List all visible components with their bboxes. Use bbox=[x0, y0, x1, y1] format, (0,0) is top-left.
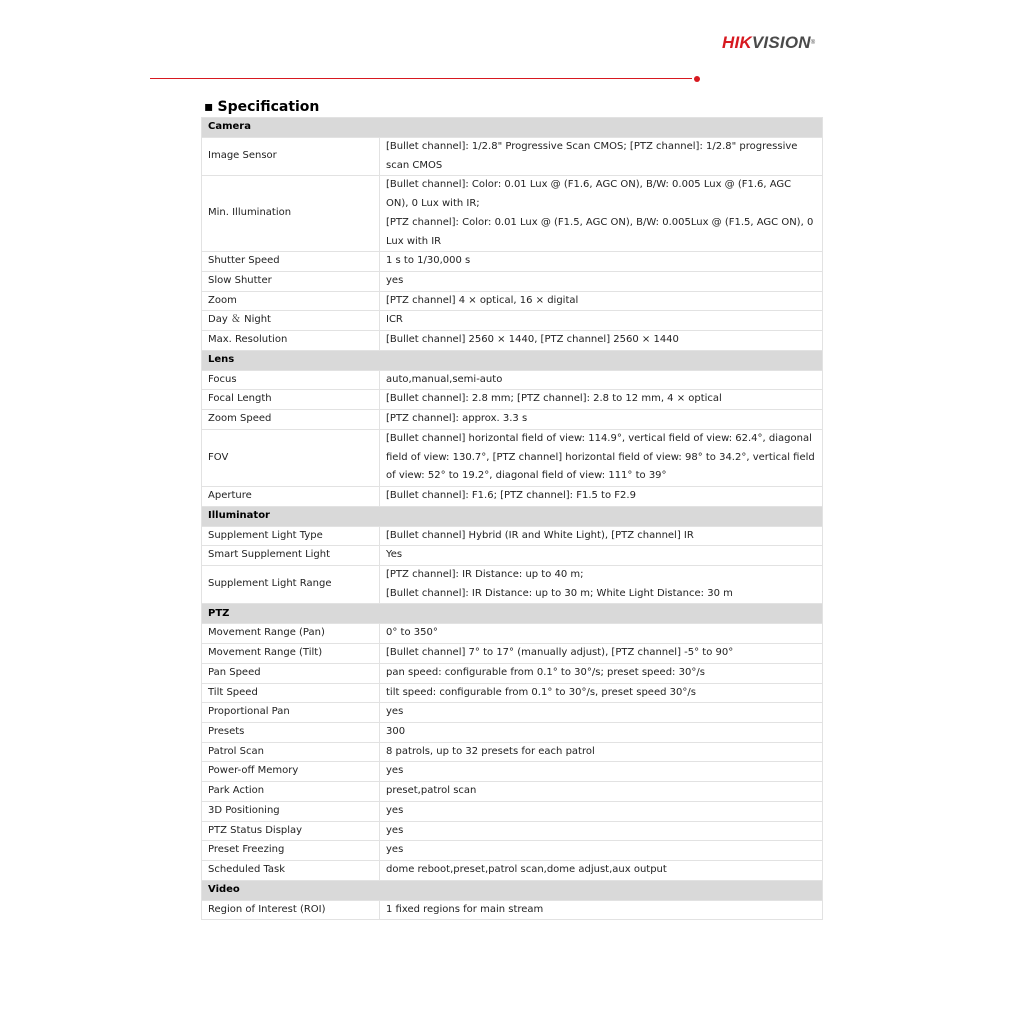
logo-primary: HIK bbox=[722, 33, 752, 52]
spec-value: yes bbox=[386, 765, 404, 777]
spec-table bbox=[201, 117, 823, 920]
spec-label: Aperture bbox=[202, 486, 380, 506]
spec-label: PTZ Status Display bbox=[202, 821, 380, 841]
spec-label: Region of Interest (ROI) bbox=[202, 900, 380, 920]
spec-label: Image Sensor bbox=[202, 138, 380, 176]
spec-row bbox=[202, 683, 823, 703]
spec-value-cell bbox=[380, 841, 823, 861]
spec-row bbox=[202, 663, 823, 683]
spec-value-cell bbox=[380, 663, 823, 683]
spec-value: 8 patrols, up to 32 presets for each patrol bbox=[386, 745, 595, 757]
category-row bbox=[202, 350, 823, 370]
spec-value: [Bullet channel]: 1/2.8" Progressive Scan CMOS; [PTZ channel]: 1/2.8" progressive scan CMOS bbox=[386, 141, 798, 171]
spec-label: Max. Resolution bbox=[202, 331, 380, 351]
spec-label: Focal Length bbox=[202, 390, 380, 410]
spec-row bbox=[202, 138, 823, 176]
spec-row bbox=[202, 176, 823, 252]
spec-value-cell bbox=[380, 271, 823, 291]
spec-value: [PTZ channel] 4 × optical, 16 × digital bbox=[386, 294, 579, 306]
spec-value: [Bullet channel]: F1.6; [PTZ channel]: F1.5 to F2.9 bbox=[386, 489, 636, 501]
spec-value-cell bbox=[380, 176, 823, 252]
spec-value-cell bbox=[380, 390, 823, 410]
spec-label: Proportional Pan bbox=[202, 703, 380, 723]
spec-value: ICR bbox=[386, 314, 403, 326]
spec-value-cell bbox=[380, 683, 823, 703]
spec-label: Zoom Speed bbox=[202, 410, 380, 430]
spec-label: Day ＆ Night bbox=[202, 311, 380, 331]
section-title bbox=[204, 98, 319, 116]
spec-row bbox=[202, 821, 823, 841]
spec-value-cell bbox=[380, 331, 823, 351]
spec-value-cell bbox=[380, 821, 823, 841]
spec-row bbox=[202, 703, 823, 723]
spec-value-cell bbox=[380, 252, 823, 272]
spec-row bbox=[202, 291, 823, 311]
category-label: Lens bbox=[202, 350, 823, 370]
spec-label: Presets bbox=[202, 722, 380, 742]
spec-value-line2: [Bullet channel]: IR Distance: up to 30 m; White Light Distance: 30 m bbox=[386, 587, 733, 599]
spec-label: Scheduled Task bbox=[202, 860, 380, 880]
spec-value: yes bbox=[386, 824, 404, 836]
spec-row bbox=[202, 271, 823, 291]
spec-value: preset,patrol scan bbox=[386, 785, 477, 797]
header-divider-dot bbox=[694, 76, 700, 82]
hikvision-logo bbox=[722, 33, 815, 53]
spec-row bbox=[202, 900, 823, 920]
spec-label: Preset Freezing bbox=[202, 841, 380, 861]
spec-row bbox=[202, 762, 823, 782]
spec-label: Zoom bbox=[202, 291, 380, 311]
spec-row bbox=[202, 742, 823, 762]
spec-row bbox=[202, 331, 823, 351]
spec-value: 1 fixed regions for main stream bbox=[386, 903, 544, 915]
spec-value-cell bbox=[380, 138, 823, 176]
spec-value-cell bbox=[380, 410, 823, 430]
spec-value-cell bbox=[380, 900, 823, 920]
spec-value: 0° to 350° bbox=[386, 627, 438, 639]
spec-value-cell bbox=[380, 782, 823, 802]
spec-value-cell bbox=[380, 566, 823, 604]
spec-value: yes bbox=[386, 804, 404, 816]
spec-row bbox=[202, 546, 823, 566]
spec-row bbox=[202, 390, 823, 410]
spec-value: [Bullet channel] 2560 × 1440, [PTZ channel] 2560 × 1440 bbox=[386, 334, 679, 346]
spec-value: [PTZ channel]: approx. 3.3 s bbox=[386, 413, 528, 425]
spec-row bbox=[202, 782, 823, 802]
spec-value: [Bullet channel] horizontal field of view: 114.9°, vertical field of view: 62.4°, diagonal field of view: 130.7°, [PTZ channel] horizontal field of view: 98° to 34.2°, vertical field of view: 52° to 19.2°, diagonal field of view: 111° to 39° bbox=[386, 432, 815, 482]
category-label: PTZ bbox=[202, 604, 823, 624]
section-title-text: Specification bbox=[217, 99, 320, 115]
spec-value-cell bbox=[380, 370, 823, 390]
spec-label: Park Action bbox=[202, 782, 380, 802]
spec-value-cell bbox=[380, 311, 823, 331]
spec-value-cell bbox=[380, 644, 823, 664]
category-label: Illuminator bbox=[202, 506, 823, 526]
spec-row bbox=[202, 841, 823, 861]
spec-value-cell bbox=[380, 722, 823, 742]
spec-row bbox=[202, 410, 823, 430]
spec-value-cell bbox=[380, 703, 823, 723]
spec-label: Slow Shutter bbox=[202, 271, 380, 291]
spec-label: Power-off Memory bbox=[202, 762, 380, 782]
spec-row bbox=[202, 252, 823, 272]
spec-value: tilt speed: configurable from 0.1° to 30°/s, preset speed 30°/s bbox=[386, 686, 696, 698]
spec-row bbox=[202, 429, 823, 486]
spec-value-cell bbox=[380, 486, 823, 506]
spec-value-cell bbox=[380, 526, 823, 546]
spec-value-cell bbox=[380, 801, 823, 821]
header-divider bbox=[150, 78, 692, 79]
spec-value-cell bbox=[380, 624, 823, 644]
spec-row bbox=[202, 311, 823, 331]
spec-value-cell bbox=[380, 762, 823, 782]
category-row bbox=[202, 506, 823, 526]
spec-row bbox=[202, 526, 823, 546]
spec-row bbox=[202, 370, 823, 390]
spec-value-cell bbox=[380, 742, 823, 762]
spec-label: Smart Supplement Light bbox=[202, 546, 380, 566]
category-label: Camera bbox=[202, 118, 823, 138]
spec-label: 3D Positioning bbox=[202, 801, 380, 821]
spec-label: Patrol Scan bbox=[202, 742, 380, 762]
spec-row bbox=[202, 486, 823, 506]
spec-label: Tilt Speed bbox=[202, 683, 380, 703]
spec-label: Movement Range (Tilt) bbox=[202, 644, 380, 664]
spec-value: 1 s to 1/30,000 s bbox=[386, 255, 471, 267]
spec-value-cell bbox=[380, 860, 823, 880]
spec-row bbox=[202, 860, 823, 880]
spec-row bbox=[202, 801, 823, 821]
logo-registered-mark: ® bbox=[810, 40, 816, 46]
spec-table-body bbox=[202, 118, 823, 920]
spec-label: Movement Range (Pan) bbox=[202, 624, 380, 644]
spec-label: Supplement Light Type bbox=[202, 526, 380, 546]
spec-label: Focus bbox=[202, 370, 380, 390]
spec-row bbox=[202, 624, 823, 644]
spec-label: Supplement Light Range bbox=[202, 566, 380, 604]
category-row bbox=[202, 118, 823, 138]
spec-value-cell bbox=[380, 429, 823, 486]
spec-value: [Bullet channel]: Color: 0.01 Lux @ (F1.6, AGC ON), B/W: 0.005 Lux @ (F1.6, AGC ON), 0 Lux with IR; bbox=[386, 179, 792, 210]
spec-value: pan speed: configurable from 0.1° to 30°/s; preset speed: 30°/s bbox=[386, 666, 705, 678]
spec-value: [PTZ channel]: IR Distance: up to 40 m; bbox=[386, 569, 584, 581]
spec-value: [Bullet channel] Hybrid (IR and White Light), [PTZ channel] IR bbox=[386, 529, 694, 541]
spec-label: Shutter Speed bbox=[202, 252, 380, 272]
spec-value: yes bbox=[386, 274, 404, 286]
spec-value: [Bullet channel] 7° to 17° (manually adjust), [PTZ channel] -5° to 90° bbox=[386, 647, 734, 659]
spec-value: auto,manual,semi-auto bbox=[386, 373, 503, 385]
spec-row bbox=[202, 644, 823, 664]
spec-value: Yes bbox=[386, 549, 403, 561]
category-row bbox=[202, 880, 823, 900]
category-label: Video bbox=[202, 880, 823, 900]
spec-value: 300 bbox=[386, 725, 406, 737]
spec-row bbox=[202, 566, 823, 604]
spec-row bbox=[202, 722, 823, 742]
spec-label: FOV bbox=[202, 429, 380, 486]
section-bullet: ▪ bbox=[204, 99, 214, 115]
spec-value: [Bullet channel]: 2.8 mm; [PTZ channel]: 2.8 to 12 mm, 4 × optical bbox=[386, 393, 722, 405]
spec-label: Pan Speed bbox=[202, 663, 380, 683]
spec-value-line2: [PTZ channel]: Color: 0.01 Lux @ (F1.5, AGC ON), B/W: 0.005Lux @ (F1.5, AGC ON), 0 Lux with IR bbox=[386, 216, 814, 247]
logo-secondary: VISION bbox=[751, 33, 811, 52]
spec-value: dome reboot,preset,patrol scan,dome adjust,aux output bbox=[386, 863, 667, 875]
spec-value-cell bbox=[380, 291, 823, 311]
spec-value: yes bbox=[386, 706, 404, 718]
category-row bbox=[202, 604, 823, 624]
spec-value-cell bbox=[380, 546, 823, 566]
spec-value: yes bbox=[386, 844, 404, 856]
spec-label: Min. Illumination bbox=[202, 176, 380, 252]
